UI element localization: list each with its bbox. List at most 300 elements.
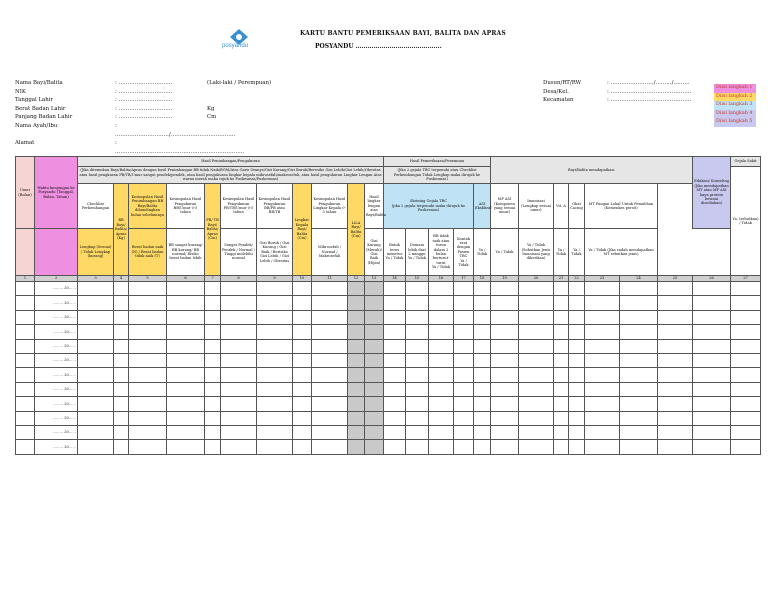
table-cell[interactable]	[167, 425, 205, 439]
table-cell[interactable]	[293, 339, 312, 353]
table-cell[interactable]	[293, 382, 312, 396]
table-cell[interactable]	[731, 411, 761, 425]
table-cell[interactable]	[114, 310, 129, 324]
table-cell[interactable]	[429, 325, 454, 339]
table-cell[interactable]	[78, 382, 114, 396]
table-cell[interactable]	[693, 425, 731, 439]
table-cell[interactable]	[167, 339, 205, 353]
table-cell[interactable]	[454, 296, 474, 310]
table-cell[interactable]	[16, 310, 35, 324]
table-cell[interactable]	[731, 310, 761, 324]
table-cell[interactable]	[129, 282, 167, 296]
table-cell[interactable]	[731, 353, 761, 367]
table-cell[interactable]	[519, 368, 554, 382]
table-cell[interactable]	[585, 353, 620, 367]
table-cell[interactable]	[693, 382, 731, 396]
visit-date-cell[interactable]: ……… 20……	[35, 325, 78, 339]
table-cell[interactable]	[554, 425, 569, 439]
table-cell[interactable]	[569, 397, 585, 411]
table-cell[interactable]	[569, 368, 585, 382]
table-cell[interactable]	[348, 440, 365, 454]
table-cell[interactable]	[658, 310, 693, 324]
table-cell[interactable]	[78, 411, 114, 425]
info-value[interactable]: : …………………………	[115, 97, 173, 104]
visit-date-cell[interactable]: ……… 20……	[35, 382, 78, 396]
table-cell[interactable]	[693, 282, 731, 296]
table-cell[interactable]	[114, 339, 129, 353]
table-cell[interactable]	[454, 425, 474, 439]
table-cell[interactable]	[167, 382, 205, 396]
table-cell[interactable]	[16, 368, 35, 382]
visit-date-cell[interactable]: ……… 20……	[35, 353, 78, 367]
table-cell[interactable]	[658, 325, 693, 339]
table-cell[interactable]	[693, 368, 731, 382]
table-cell[interactable]	[585, 339, 620, 353]
table-cell[interactable]	[585, 368, 620, 382]
table-cell[interactable]	[620, 282, 658, 296]
table-cell[interactable]	[205, 282, 221, 296]
table-cell[interactable]	[474, 310, 491, 324]
table-cell[interactable]	[129, 325, 167, 339]
table-cell[interactable]	[221, 425, 257, 439]
table-cell[interactable]	[731, 368, 761, 382]
info-value[interactable]: : …………………………	[115, 114, 173, 121]
table-cell[interactable]	[474, 368, 491, 382]
table-cell[interactable]	[312, 425, 348, 439]
table-cell[interactable]	[406, 325, 429, 339]
table-cell[interactable]	[658, 339, 693, 353]
table-cell[interactable]	[365, 339, 384, 353]
table-cell[interactable]	[129, 425, 167, 439]
table-cell[interactable]	[474, 296, 491, 310]
table-cell[interactable]	[731, 296, 761, 310]
table-cell[interactable]	[257, 353, 293, 367]
table-cell[interactable]	[620, 353, 658, 367]
table-cell[interactable]	[167, 282, 205, 296]
table-cell[interactable]	[429, 296, 454, 310]
table-cell[interactable]	[114, 411, 129, 425]
table-cell[interactable]	[569, 440, 585, 454]
table-cell[interactable]	[205, 296, 221, 310]
table-cell[interactable]	[406, 382, 429, 396]
table-cell[interactable]	[293, 411, 312, 425]
table-cell[interactable]	[78, 325, 114, 339]
table-cell[interactable]	[167, 296, 205, 310]
table-cell[interactable]	[293, 353, 312, 367]
table-cell[interactable]	[406, 411, 429, 425]
table-cell[interactable]	[658, 353, 693, 367]
table-cell[interactable]	[429, 339, 454, 353]
table-cell[interactable]	[365, 353, 384, 367]
table-cell[interactable]	[365, 411, 384, 425]
table-cell[interactable]	[406, 282, 429, 296]
table-cell[interactable]	[78, 440, 114, 454]
table-cell[interactable]	[454, 353, 474, 367]
table-cell[interactable]	[474, 282, 491, 296]
table-cell[interactable]	[257, 325, 293, 339]
table-cell[interactable]	[519, 425, 554, 439]
table-cell[interactable]	[129, 310, 167, 324]
table-cell[interactable]	[406, 440, 429, 454]
table-cell[interactable]	[16, 397, 35, 411]
table-cell[interactable]	[293, 440, 312, 454]
table-cell[interactable]	[731, 282, 761, 296]
info-value[interactable]: : ……………………/………/………	[607, 80, 690, 86]
table-cell[interactable]	[554, 339, 569, 353]
table-cell[interactable]	[658, 368, 693, 382]
table-cell[interactable]	[257, 368, 293, 382]
table-cell[interactable]	[658, 296, 693, 310]
table-cell[interactable]	[348, 325, 365, 339]
table-cell[interactable]	[312, 339, 348, 353]
table-cell[interactable]	[658, 397, 693, 411]
table-cell[interactable]	[491, 282, 519, 296]
table-cell[interactable]	[114, 440, 129, 454]
table-cell[interactable]	[454, 382, 474, 396]
info-value[interactable]: : …………………………	[115, 105, 173, 112]
table-cell[interactable]	[114, 353, 129, 367]
table-cell[interactable]	[221, 440, 257, 454]
table-cell[interactable]	[429, 397, 454, 411]
table-cell[interactable]	[491, 440, 519, 454]
table-cell[interactable]	[554, 368, 569, 382]
table-cell[interactable]	[348, 353, 365, 367]
table-cell[interactable]	[731, 425, 761, 439]
table-cell[interactable]	[491, 368, 519, 382]
table-cell[interactable]	[585, 440, 620, 454]
table-cell[interactable]	[167, 397, 205, 411]
table-cell[interactable]	[454, 282, 474, 296]
table-cell[interactable]	[620, 440, 658, 454]
table-cell[interactable]	[731, 339, 761, 353]
table-cell[interactable]	[620, 339, 658, 353]
table-cell[interactable]	[129, 440, 167, 454]
table-cell[interactable]	[491, 411, 519, 425]
table-cell[interactable]	[78, 368, 114, 382]
table-cell[interactable]	[658, 382, 693, 396]
table-cell[interactable]	[205, 368, 221, 382]
table-cell[interactable]	[16, 339, 35, 353]
visit-date-cell[interactable]: ……… 20……	[35, 296, 78, 310]
table-cell[interactable]	[205, 411, 221, 425]
table-cell[interactable]	[519, 382, 554, 396]
visit-date-cell[interactable]: ……… 20……	[35, 440, 78, 454]
table-cell[interactable]	[129, 368, 167, 382]
table-cell[interactable]	[554, 382, 569, 396]
table-cell[interactable]	[221, 368, 257, 382]
table-cell[interactable]	[312, 440, 348, 454]
table-cell[interactable]	[114, 425, 129, 439]
table-cell[interactable]	[221, 325, 257, 339]
visit-date-cell[interactable]: ……… 20……	[35, 310, 78, 324]
table-cell[interactable]	[454, 397, 474, 411]
table-cell[interactable]	[429, 440, 454, 454]
table-cell[interactable]	[569, 282, 585, 296]
table-cell[interactable]	[384, 310, 406, 324]
table-cell[interactable]	[16, 411, 35, 425]
table-cell[interactable]	[16, 382, 35, 396]
table-cell[interactable]	[167, 353, 205, 367]
visit-date-cell[interactable]: ……… 20……	[35, 425, 78, 439]
table-cell[interactable]	[312, 282, 348, 296]
visit-date-cell[interactable]: ……… 20……	[35, 368, 78, 382]
table-cell[interactable]	[221, 353, 257, 367]
table-cell[interactable]	[384, 382, 406, 396]
table-cell[interactable]	[365, 310, 384, 324]
table-cell[interactable]	[693, 339, 731, 353]
table-cell[interactable]	[406, 353, 429, 367]
table-cell[interactable]	[312, 397, 348, 411]
table-cell[interactable]	[129, 339, 167, 353]
table-cell[interactable]	[312, 353, 348, 367]
table-cell[interactable]	[365, 425, 384, 439]
table-cell[interactable]	[221, 296, 257, 310]
table-cell[interactable]	[293, 325, 312, 339]
table-cell[interactable]	[293, 296, 312, 310]
info-value[interactable]: : …………………………	[115, 80, 173, 86]
table-cell[interactable]	[731, 440, 761, 454]
table-cell[interactable]	[491, 425, 519, 439]
table-cell[interactable]	[658, 411, 693, 425]
table-cell[interactable]	[312, 411, 348, 425]
table-cell[interactable]	[312, 310, 348, 324]
table-cell[interactable]	[257, 411, 293, 425]
table-cell[interactable]	[554, 310, 569, 324]
table-cell[interactable]	[474, 425, 491, 439]
table-cell[interactable]	[658, 282, 693, 296]
table-cell[interactable]	[293, 368, 312, 382]
table-cell[interactable]	[384, 325, 406, 339]
table-cell[interactable]	[731, 382, 761, 396]
table-cell[interactable]	[365, 296, 384, 310]
info-value[interactable]: : ………………………………………	[607, 97, 692, 104]
table-cell[interactable]	[167, 325, 205, 339]
table-cell[interactable]	[221, 310, 257, 324]
table-cell[interactable]	[16, 440, 35, 454]
table-cell[interactable]	[348, 310, 365, 324]
table-cell[interactable]	[78, 353, 114, 367]
table-cell[interactable]	[205, 310, 221, 324]
table-cell[interactable]	[491, 382, 519, 396]
table-cell[interactable]	[167, 440, 205, 454]
table-cell[interactable]	[129, 397, 167, 411]
info-value[interactable]: : …………………………	[115, 88, 173, 95]
table-cell[interactable]	[205, 325, 221, 339]
table-cell[interactable]	[454, 368, 474, 382]
table-cell[interactable]	[519, 440, 554, 454]
table-cell[interactable]	[221, 282, 257, 296]
table-cell[interactable]	[620, 411, 658, 425]
table-cell[interactable]	[731, 397, 761, 411]
table-cell[interactable]	[16, 282, 35, 296]
table-cell[interactable]	[205, 339, 221, 353]
table-cell[interactable]	[474, 440, 491, 454]
table-cell[interactable]	[365, 440, 384, 454]
table-cell[interactable]	[693, 353, 731, 367]
table-cell[interactable]	[658, 425, 693, 439]
table-cell[interactable]	[491, 397, 519, 411]
table-cell[interactable]	[114, 325, 129, 339]
table-cell[interactable]	[348, 425, 365, 439]
table-cell[interactable]	[167, 310, 205, 324]
table-cell[interactable]	[384, 296, 406, 310]
table-cell[interactable]	[429, 425, 454, 439]
table-cell[interactable]	[312, 325, 348, 339]
table-cell[interactable]	[474, 339, 491, 353]
table-cell[interactable]	[429, 382, 454, 396]
table-cell[interactable]	[78, 397, 114, 411]
table-cell[interactable]	[205, 440, 221, 454]
table-cell[interactable]	[585, 397, 620, 411]
table-cell[interactable]	[205, 353, 221, 367]
table-cell[interactable]	[693, 310, 731, 324]
table-cell[interactable]	[114, 382, 129, 396]
table-cell[interactable]	[384, 282, 406, 296]
table-cell[interactable]	[554, 397, 569, 411]
table-cell[interactable]	[474, 325, 491, 339]
table-cell[interactable]	[384, 353, 406, 367]
table-cell[interactable]	[491, 325, 519, 339]
table-cell[interactable]	[406, 339, 429, 353]
info-value[interactable]: : ………………………………………………………………	[115, 140, 245, 155]
table-cell[interactable]	[519, 353, 554, 367]
table-cell[interactable]	[78, 339, 114, 353]
table-cell[interactable]	[585, 382, 620, 396]
table-cell[interactable]	[205, 425, 221, 439]
table-cell[interactable]	[293, 397, 312, 411]
table-cell[interactable]	[205, 382, 221, 396]
table-cell[interactable]	[693, 397, 731, 411]
table-cell[interactable]	[569, 425, 585, 439]
table-cell[interactable]	[693, 325, 731, 339]
table-cell[interactable]	[569, 339, 585, 353]
table-cell[interactable]	[620, 382, 658, 396]
table-cell[interactable]	[384, 397, 406, 411]
table-cell[interactable]	[114, 397, 129, 411]
table-cell[interactable]	[474, 353, 491, 367]
table-cell[interactable]	[474, 411, 491, 425]
table-cell[interactable]	[429, 282, 454, 296]
table-cell[interactable]	[658, 440, 693, 454]
table-cell[interactable]	[129, 296, 167, 310]
table-cell[interactable]	[257, 397, 293, 411]
table-cell[interactable]	[167, 411, 205, 425]
table-cell[interactable]	[519, 339, 554, 353]
table-cell[interactable]	[585, 325, 620, 339]
table-cell[interactable]	[257, 310, 293, 324]
table-cell[interactable]	[554, 353, 569, 367]
table-cell[interactable]	[519, 296, 554, 310]
table-cell[interactable]	[569, 296, 585, 310]
table-cell[interactable]	[384, 411, 406, 425]
table-cell[interactable]	[348, 368, 365, 382]
table-cell[interactable]	[569, 310, 585, 324]
table-cell[interactable]	[554, 411, 569, 425]
table-cell[interactable]	[454, 325, 474, 339]
table-cell[interactable]	[78, 296, 114, 310]
table-cell[interactable]	[429, 411, 454, 425]
table-cell[interactable]	[129, 382, 167, 396]
table-cell[interactable]	[114, 296, 129, 310]
table-cell[interactable]	[454, 339, 474, 353]
table-cell[interactable]	[454, 310, 474, 324]
table-cell[interactable]	[429, 368, 454, 382]
table-cell[interactable]	[384, 440, 406, 454]
table-cell[interactable]	[348, 282, 365, 296]
table-cell[interactable]	[365, 282, 384, 296]
table-cell[interactable]	[129, 353, 167, 367]
table-cell[interactable]	[406, 296, 429, 310]
table-cell[interactable]	[365, 325, 384, 339]
table-cell[interactable]	[474, 382, 491, 396]
table-cell[interactable]	[406, 310, 429, 324]
table-cell[interactable]	[384, 425, 406, 439]
table-cell[interactable]	[454, 411, 474, 425]
table-cell[interactable]	[365, 368, 384, 382]
table-cell[interactable]	[519, 282, 554, 296]
visit-date-cell[interactable]: ……… 20……	[35, 397, 78, 411]
table-cell[interactable]	[221, 382, 257, 396]
visit-date-cell[interactable]: ……… 20……	[35, 339, 78, 353]
table-cell[interactable]	[569, 382, 585, 396]
table-cell[interactable]	[257, 282, 293, 296]
table-cell[interactable]	[221, 411, 257, 425]
info-value[interactable]: : …………………………/………………………………	[115, 122, 236, 138]
table-cell[interactable]	[114, 282, 129, 296]
table-cell[interactable]	[348, 382, 365, 396]
table-cell[interactable]	[620, 397, 658, 411]
table-cell[interactable]	[312, 382, 348, 396]
table-cell[interactable]	[167, 368, 205, 382]
table-cell[interactable]	[620, 325, 658, 339]
table-cell[interactable]	[16, 325, 35, 339]
visit-date-cell[interactable]: ……… 20……	[35, 411, 78, 425]
table-cell[interactable]	[293, 282, 312, 296]
table-cell[interactable]	[348, 339, 365, 353]
table-cell[interactable]	[257, 382, 293, 396]
table-cell[interactable]	[365, 382, 384, 396]
table-cell[interactable]	[78, 425, 114, 439]
table-cell[interactable]	[16, 296, 35, 310]
table-cell[interactable]	[406, 368, 429, 382]
table-cell[interactable]	[474, 397, 491, 411]
table-cell[interactable]	[293, 425, 312, 439]
table-cell[interactable]	[554, 440, 569, 454]
table-cell[interactable]	[257, 440, 293, 454]
table-cell[interactable]	[78, 282, 114, 296]
table-cell[interactable]	[16, 425, 35, 439]
table-cell[interactable]	[693, 296, 731, 310]
table-cell[interactable]	[491, 296, 519, 310]
table-cell[interactable]	[312, 368, 348, 382]
table-cell[interactable]	[519, 411, 554, 425]
table-cell[interactable]	[384, 368, 406, 382]
table-cell[interactable]	[585, 296, 620, 310]
table-cell[interactable]	[454, 440, 474, 454]
table-cell[interactable]	[585, 282, 620, 296]
table-cell[interactable]	[569, 325, 585, 339]
table-cell[interactable]	[429, 310, 454, 324]
table-cell[interactable]	[569, 411, 585, 425]
table-cell[interactable]	[114, 368, 129, 382]
table-cell[interactable]	[312, 296, 348, 310]
table-cell[interactable]	[554, 325, 569, 339]
info-value[interactable]: : ………………………………………	[607, 88, 692, 95]
table-cell[interactable]	[620, 296, 658, 310]
table-cell[interactable]	[693, 440, 731, 454]
table-cell[interactable]	[491, 310, 519, 324]
table-cell[interactable]	[406, 397, 429, 411]
